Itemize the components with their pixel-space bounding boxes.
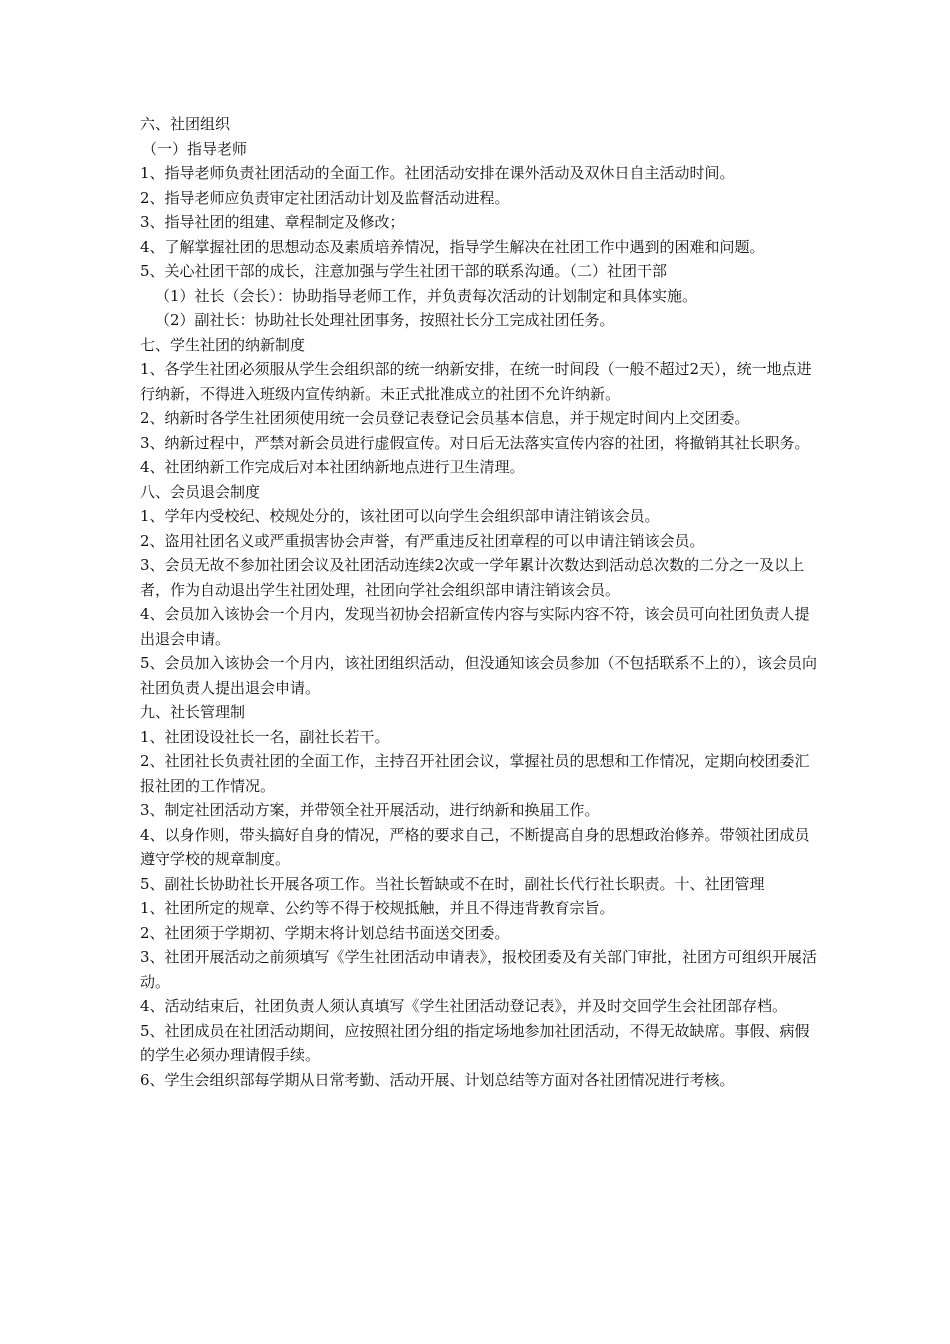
section-heading-8: 八、会员退会制度	[140, 482, 261, 501]
paragraph: 3、纳新过程中，严禁对新会员进行虚假宣传。对日后无法落实宣传内容的社团，将撤销其社长职务。	[140, 433, 810, 452]
paragraph: 6、学生会组织部每学期从日常考勤、活动开展、计划总结等方面对各社团情况进行考核。	[140, 1070, 735, 1089]
paragraph: 2、指导老师应负责审定社团活动计划及监督活动进程。	[140, 188, 510, 207]
paragraph: 5、会员加入该协会一个月内，该社团组织活动，但没通知该会员参加（不包括联系不上的），该会员向社团负责人提出退会申请。	[140, 654, 818, 697]
sub-paragraph: （2）副社长：协助社长处理社团事务，按照社长分工完成社团任务。	[155, 311, 615, 329]
paragraph: 1、社团设设社长一名，副社长若干。	[140, 727, 390, 746]
paragraph: 2、社团社长负责社团的全面工作，主持召开社团会议，掌握社员的思想和工作情况，定期向校团委汇报社团的工作情况。	[140, 752, 810, 795]
paragraph: 5、副社长协助社长开展各项工作。当社长暂缺或不在时，副社长代行社长职责。十、社团管理	[140, 874, 765, 893]
section-heading-9: 九、社长管理制	[140, 703, 246, 721]
subheading-advisor: （一）指导老师	[142, 139, 248, 158]
section-heading-7: 七、学生社团的纳新制度	[140, 335, 306, 354]
paragraph: 3、制定社团活动方案，并带领全社开展活动，进行纳新和换届工作。	[140, 801, 600, 819]
paragraph: 2、社团须于学期初、学期末将计划总结书面送交团委。	[140, 923, 510, 942]
paragraph: 1、各学生社团必须服从学生会组织部的统一纳新安排，在统一时间段（一般不超过2天），统一地点进行纳新，不得进入班级内宣传纳新。未正式批准成立的社团不允许纳新。	[140, 360, 812, 403]
paragraph: 4、社团纳新工作完成后对本社团纳新地点进行卫生清理。	[140, 458, 525, 476]
paragraph: 3、指导社团的组建、章程制定及修改；	[140, 213, 405, 231]
paragraph: 4、活动结束后，社团负责人须认真填写《学生社团活动登记表》，并及时交回学生会社团部存档。	[140, 997, 788, 1015]
section-heading-6: 六、社团组织	[140, 115, 231, 133]
paragraph: 2、盗用社团名义或严重损害协会声誉，有严重违反社团章程的可以申请注销该会员。	[140, 531, 705, 550]
paragraph: 5、关心社团干部的成长，注意加强与学生社团干部的联系沟通。（二）社团干部	[140, 262, 668, 280]
paragraph: 1、学年内受校纪、校规处分的，该社团可以向学生会组织部申请注销该会员。	[140, 507, 660, 525]
paragraph: 4、会员加入该协会一个月内，发现当初协会招新宣传内容与实际内容不符，该会员可向社团负责人提出退会申请。	[140, 605, 810, 648]
paragraph: 5、社团成员在社团活动期间，应按照社团分组的指定场地参加社团活动，不得无故缺席。事假、病假的学生必须办理请假手续。	[140, 1021, 810, 1064]
paragraph: 4、以身作则，带头搞好自身的情况，严格的要求自己，不断提高自身的思想政治修养。带领社团成员遵守学校的规章制度。	[140, 825, 810, 868]
document-body	[140, 112, 820, 1092]
paragraph: 1、社团所定的规章、公约等不得于校规抵触，并且不得违背教育宗旨。	[140, 899, 615, 917]
paragraph: 1、指导老师负责社团活动的全面工作。社团活动安排在课外活动及双休日自主活动时间。	[140, 164, 735, 182]
paragraph: 4、了解掌握社团的思想动态及素质培养情况，指导学生解决在社团工作中遇到的困难和问题。	[140, 237, 765, 256]
paragraph: 3、会员无故不参加社团会议及社团活动连续2次或一学年累计次数达到活动总次数的二分之一及以上者，作为自动退出学生社团处理，社团向学社会组织部申请注销该会员。	[140, 556, 805, 599]
paragraph: 2、纳新时各学生社团须使用统一会员登记表登记会员基本信息，并于规定时间内上交团委。	[140, 409, 750, 427]
paragraph: 3、社团开展活动之前须填写《学生社团活动申请表》，报校团委及有关部门审批，社团方可组织开展活动。	[140, 948, 818, 991]
sub-paragraph: （1）社长（会长）：协助指导老师工作，并负责每次活动的计划制定和具体实施。	[155, 286, 698, 305]
